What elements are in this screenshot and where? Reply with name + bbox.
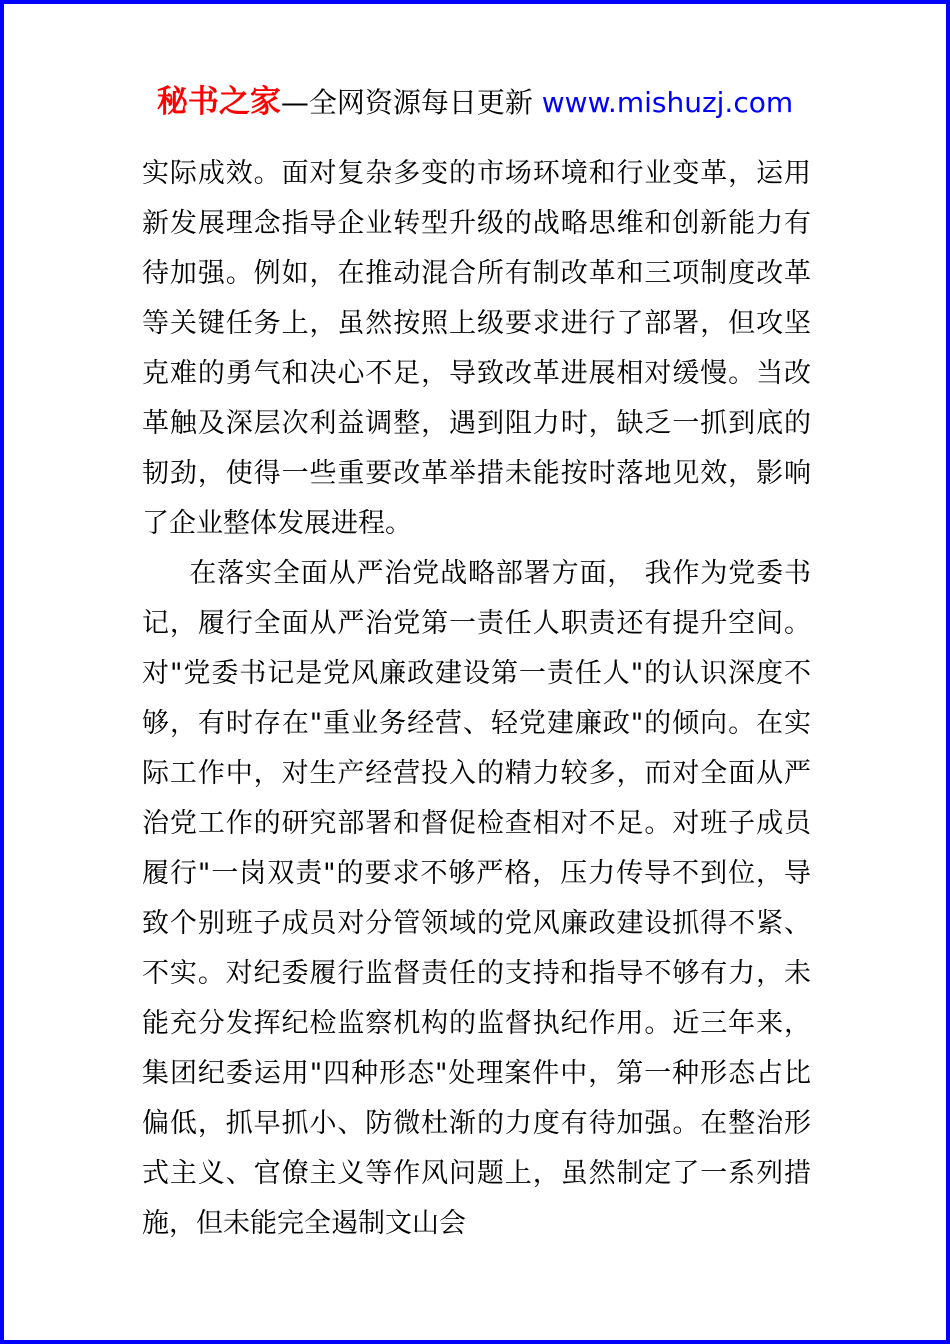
site-header	[4, 82, 946, 123]
site-brand: 秘书之家	[156, 84, 281, 120]
site-url: www.mishuzj.com	[541, 86, 794, 119]
site-tagline: —全网资源每日更新	[280, 86, 542, 119]
paragraph: 实际成效。面对复杂多变的市场环境和行业变革，运用新发展理念指导企业转型升级的战略思维和创新能力有待加强。例如，在推动混合所有制改革和三项制度改革等关键任务上，虽然按照上级要求进行了部署，但攻坚克难的勇气和决心不足，导致改革进展相对缓慢。当改革触及深层次利益调整，遇到阻力时，缺乏一抓到底的韧劲，使得一些重要改革举措未能按时落地见效，影响了企业整体发展进程。	[142, 158, 811, 539]
paragraph: 在落实全面从严治党战略部署方面， 我作为党委书记，履行全面从严治党第一责任人职责还有提升空间。对"党委书记是党风廉政建设第一责任人"的认识深度不够，有时存在"重业务经营、轻党建廉政"的倾向。在实际工作中，对生产经营投入的精力较多，而对全面从严治党工作的研究部署和督促检查相对不足。对班子成员履行"一岗双责"的要求不够严格，压力传导不到位，导致个别班子成员对分管领域的党风廉政建设抓得不紧、不实。对纪委履行监督责任的支持和指导不够有力，未能充分发挥纪检监察机构的监督执纪作用。近三年来，集团纪委运用"四种形态"处理案件中，第一种形态占比偏低，抓早抓小、防微杜渐的力度有待加强。在整治形式主义、官僚主义等作风问题上，虽然制定了一系列措施，但未能完全遏制文山会	[142, 558, 811, 1239]
document-body	[142, 149, 811, 1249]
